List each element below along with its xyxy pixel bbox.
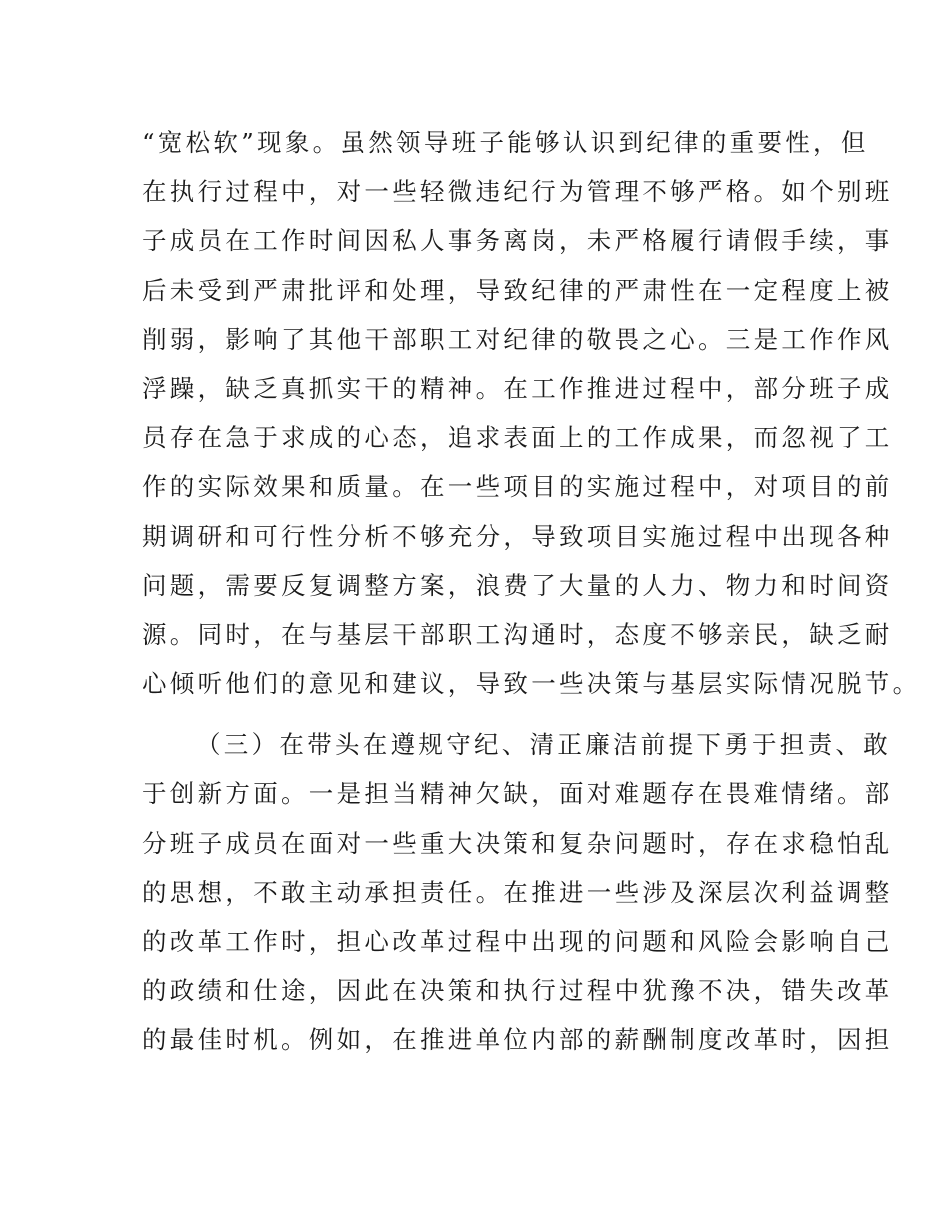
- text-line: 子成员在工作时间因私人事务离岗，未严格履行请假手续，事: [142, 226, 893, 256]
- text-line: 心倾听他们的意见和建议，导致一些决策与基层实际情况脱节。: [142, 669, 921, 699]
- paragraph-2: [142, 726, 893, 1058]
- text-line: 后未受到严肃批评和处理，导致纪律的严肃性在一定程度上被: [142, 275, 893, 305]
- text-line: 浮躁，缺乏真抓实干的精神。在工作推进过程中，部分班子成: [142, 373, 893, 403]
- text-line: 的思想，不敢主动承担责任。在推进一些涉及深层次利益调整: [142, 877, 893, 907]
- text-line: 分班子成员在面对一些重大决策和复杂问题时，存在求稳怕乱: [142, 828, 893, 858]
- text-line: 源。同时，在与基层干部职工沟通时，态度不够亲民，缺乏耐: [142, 619, 893, 649]
- text-line: 在执行过程中，对一些轻微违纪行为管理不够严格。如个别班: [142, 177, 893, 207]
- text-line: 作的实际效果和质量。在一些项目的实施过程中，对项目的前: [142, 472, 893, 502]
- paragraph-gap: [142, 714, 822, 726]
- text-line: 员存在急于求成的心态，追求表面上的工作成果，而忽视了工: [142, 423, 893, 453]
- text-line: 问题，需要反复调整方案，浪费了大量的人力、物力和时间资: [142, 570, 893, 600]
- text-line: 削弱，影响了其他干部职工对纪律的敬畏之心。三是工作作风: [142, 324, 893, 354]
- paragraph-1: [142, 124, 921, 702]
- text-line: “宽松软”现象。虽然领导班子能够认识到纪律的重要性，但: [142, 128, 869, 157]
- text-line-indented: （三）在带头在遵规守纪、清正廉洁前提下勇于担责、敢: [196, 730, 891, 760]
- text-line: 的政绩和仕途，因此在决策和执行过程中犹豫不决，错失改革: [142, 976, 893, 1006]
- text-line: 的最佳时机。例如，在推进单位内部的薪酬制度改革时，因担: [142, 1025, 893, 1055]
- text-line: 的改革工作时，担心改革过程中出现的问题和风险会影响自己: [142, 927, 893, 956]
- text-line: 于创新方面。一是担当精神欠缺，面对难题存在畏难情绪。部: [142, 779, 893, 809]
- document-body: [142, 124, 921, 1071]
- text-line: 期调研和可行性分析不够充分，导致项目实施过程中出现各种: [142, 521, 893, 551]
